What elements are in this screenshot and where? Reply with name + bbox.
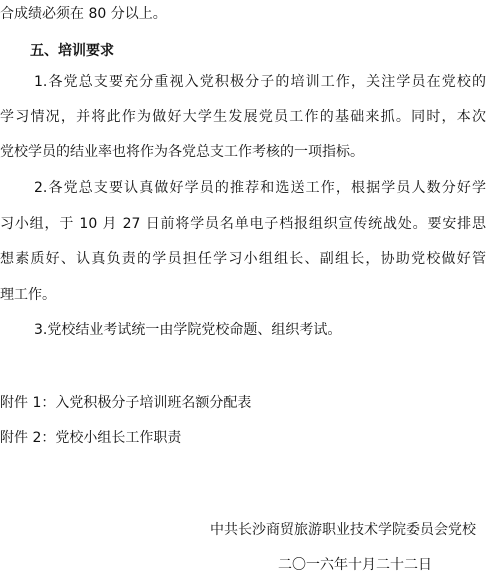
signature-organization: 中共长沙商贸旅游职业技术学院委员会党校 [210, 522, 476, 538]
item-1-line-2: 学习情况，并将此作为做好大学生发展党员工作的基础来抓。同时，本次 [0, 109, 486, 125]
attachment-1: 附件 1：入党积极分子培训班名额分配表 [0, 395, 252, 411]
item-1-line-3: 党校学员的结业率也将作为各党总支工作考核的一项指标。 [0, 144, 364, 160]
signature-date: 二〇一六年十月二十二日 [278, 557, 432, 573]
item-2-line-1: 2.各党总支要认真做好学员的推荐和选送工作，根据学员人数分好学 [34, 180, 486, 196]
item-3-line-1: 3.党校结业考试统一由学院党校命题、组织考试。 [34, 322, 342, 338]
attachment-2: 附件 2：党校小组长工作职责 [0, 430, 182, 446]
section-title: 五、培训要求 [30, 43, 114, 59]
item-2-line-2: 习小组，于 10 月 27 日前将学员名单电子档报组织宣传统战处。要安排思 [0, 216, 486, 232]
item-2-line-3: 想素质好、认真负责的学员担任学习小组组长、副组长，协助党校做好管 [0, 251, 486, 267]
item-1-line-1: 1.各党总支要充分重视入党积极分子的培训工作，关注学员在党校的 [34, 74, 486, 90]
item-2-line-4: 理工作。 [0, 287, 56, 303]
intro-tail-text: 合成绩必须在 80 分以上。 [0, 6, 167, 22]
